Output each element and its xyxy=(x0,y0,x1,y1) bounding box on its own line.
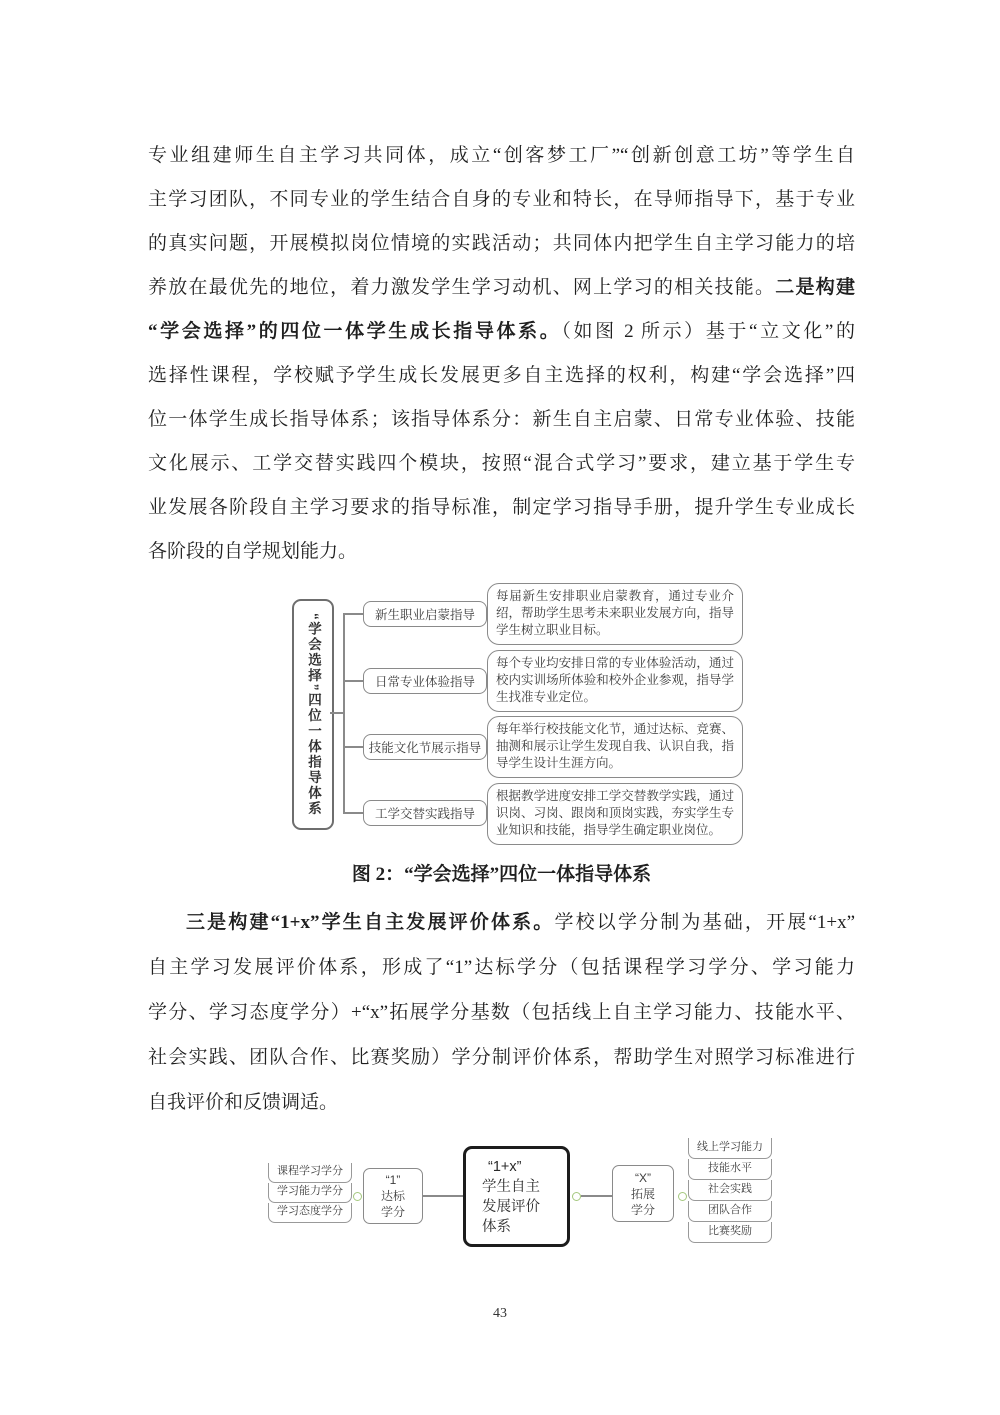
fig3-right-item: 团队合作 xyxy=(688,1201,772,1222)
connector-line xyxy=(343,613,363,615)
text-segment: （如图 2 所示）基于“立文化”的 xyxy=(561,321,855,342)
text-segment-bold: 二是构建 xyxy=(775,277,855,298)
fig2-branch-desc: 每届新生安排职业启蒙教育，通过专业介绍，帮助学生思考未来职业发展方向，指导学生树立职业目标。 xyxy=(487,583,743,645)
connector-line xyxy=(330,712,343,714)
connector-dot xyxy=(572,1192,581,1201)
node-line: “X” xyxy=(635,1170,651,1185)
text-segment: 业发展各阶段自主学习要求的指导标准，制定学习指导手册，提升学生专业成长 xyxy=(148,497,855,518)
connector-line xyxy=(343,812,363,814)
fig3-right-item: 社会实践 xyxy=(688,1180,772,1201)
fig3-center-box xyxy=(463,1146,570,1247)
page-number: 43 xyxy=(493,1306,507,1321)
text-segment: 学校以学分制为基础，开展“1+x” xyxy=(554,912,855,933)
connector-line xyxy=(343,680,363,682)
text-segment: 自我评价和反馈调适。 xyxy=(148,1092,339,1113)
fig3-right-item: 技能水平 xyxy=(688,1159,772,1180)
text-line xyxy=(148,1035,855,1080)
node-line: 达标 xyxy=(380,1189,405,1203)
text-line xyxy=(148,900,855,945)
text-segment: 主学习团队，不同专业的学生结合自身的专业和特长，在导师指导下，基于专业 xyxy=(148,189,855,210)
paragraph-2 xyxy=(148,900,855,1125)
text-segment: 学分、学习态度学分）+“x”拓展学分基数（包括线上自主学习能力、技能水平、 xyxy=(148,1002,855,1023)
fig3-left-item: 学习能力学分 xyxy=(268,1183,352,1203)
text-segment: 选择性课程，学校赋予学生成长发展更多自主选择的权利，构建“学会选择”四 xyxy=(148,365,855,386)
node-line: 体系 xyxy=(482,1218,511,1235)
connector-dot xyxy=(678,1192,687,1201)
text-line xyxy=(148,354,855,398)
connector-line xyxy=(343,746,363,748)
text-segment: 专业组建师生自主学习共同体，成立“创客梦工厂”“创新创意工坊”等学生自 xyxy=(148,145,855,166)
text-segment: 位一体学生成长指导体系；该指导体系分：新生自主启蒙、日常专业体验、技能 xyxy=(148,409,855,430)
text-line xyxy=(148,398,855,442)
text-segment: 养放在最优先的地位，着力激发学生学习动机、网上学习的相关技能。 xyxy=(148,277,776,298)
text-line xyxy=(148,1080,855,1125)
text-segment: 文化展示、工学交替实践四个模块，按照“混合式学习”要求，建立基于学生专 xyxy=(148,453,855,474)
text-line xyxy=(148,486,855,530)
connector-line xyxy=(581,1195,612,1197)
node-line: “1” xyxy=(385,1173,401,1187)
connector-line xyxy=(423,1195,463,1197)
fig2-branch-label: 工学交替实践指导 xyxy=(363,800,487,826)
text-line xyxy=(148,990,855,1035)
connector-line xyxy=(343,614,345,813)
fig2-branch-desc: 每年举行校技能文化节，通过达标、竞赛、抽测和展示让学生发现自我、认识自我，指导学生设计生涯方向。 xyxy=(487,716,743,778)
fig2-branch-label: 技能文化节展示指导 xyxy=(363,734,487,760)
text-line xyxy=(148,530,855,574)
fig2-branch-label: 日常专业体验指导 xyxy=(363,668,487,694)
text-segment: 社会实践、团队合作、比赛奖励）学分制评价体系，帮助学生对照学习标准进行 xyxy=(148,1047,855,1068)
fig2-branch-desc: 每个专业均安排日常的专业体验活动，通过校内实训场所体验和校外企业参观，指导学生找准专业定位。 xyxy=(487,650,743,712)
fig3-node-1 xyxy=(363,1168,423,1224)
text-segment-bold: “学会选择”的四位一体学生成长指导体系。 xyxy=(148,321,562,342)
text-segment: 的真实问题，开展模拟岗位情境的实践活动；共同体内把学生自主学习能力的培 xyxy=(148,233,855,254)
fig2-branch-label: 新生职业启蒙指导 xyxy=(363,601,487,627)
text-segment: 各阶段的自学规划能力。 xyxy=(148,541,358,562)
fig3-right-item: 线上学习能力 xyxy=(688,1138,772,1159)
node-line: 学生自主 xyxy=(482,1178,540,1195)
node-line: 学分 xyxy=(380,1205,405,1219)
fig2-branch-desc: 根据教学进度安排工学交替教学实践，通过识岗、习岗、跟岗和顶岗实践，夯实学生专业知识和技能，指导学生确定职业岗位。 xyxy=(487,783,743,845)
text-line xyxy=(148,134,855,178)
text-line xyxy=(148,178,855,222)
fig3-left-item: 课程学习学分 xyxy=(268,1163,352,1183)
node-line: “1+x” xyxy=(488,1158,522,1175)
text-line xyxy=(148,442,855,486)
text-line xyxy=(148,945,855,990)
node-line: 拓展 xyxy=(630,1186,655,1201)
text-segment: 自主学习发展评价体系，形成了“1”达标学分（包括课程学习学分、学习能力 xyxy=(148,957,855,978)
connector-dot xyxy=(353,1192,362,1201)
figure-3-diagram xyxy=(255,1138,775,1263)
figure-2-diagram xyxy=(285,583,748,849)
node-line: 学分 xyxy=(630,1202,655,1217)
fig2-root-box: “学会选择”四位一体指导体系 xyxy=(292,599,334,830)
fig3-node-x xyxy=(612,1165,674,1222)
fig3-right-item: 比赛奖励 xyxy=(688,1222,772,1243)
text-line xyxy=(148,266,855,310)
text-line xyxy=(148,310,855,354)
node-line: 发展评价 xyxy=(482,1198,540,1215)
text-line xyxy=(148,222,855,266)
text-segment-bold: 三是构建“1+x”学生自主发展评价体系。 xyxy=(186,912,555,933)
figure-2-caption: 图 2：“学会选择”四位一体指导体系 xyxy=(351,864,652,885)
paragraph-1 xyxy=(148,134,855,574)
fig3-left-item: 学习态度学分 xyxy=(268,1203,352,1223)
